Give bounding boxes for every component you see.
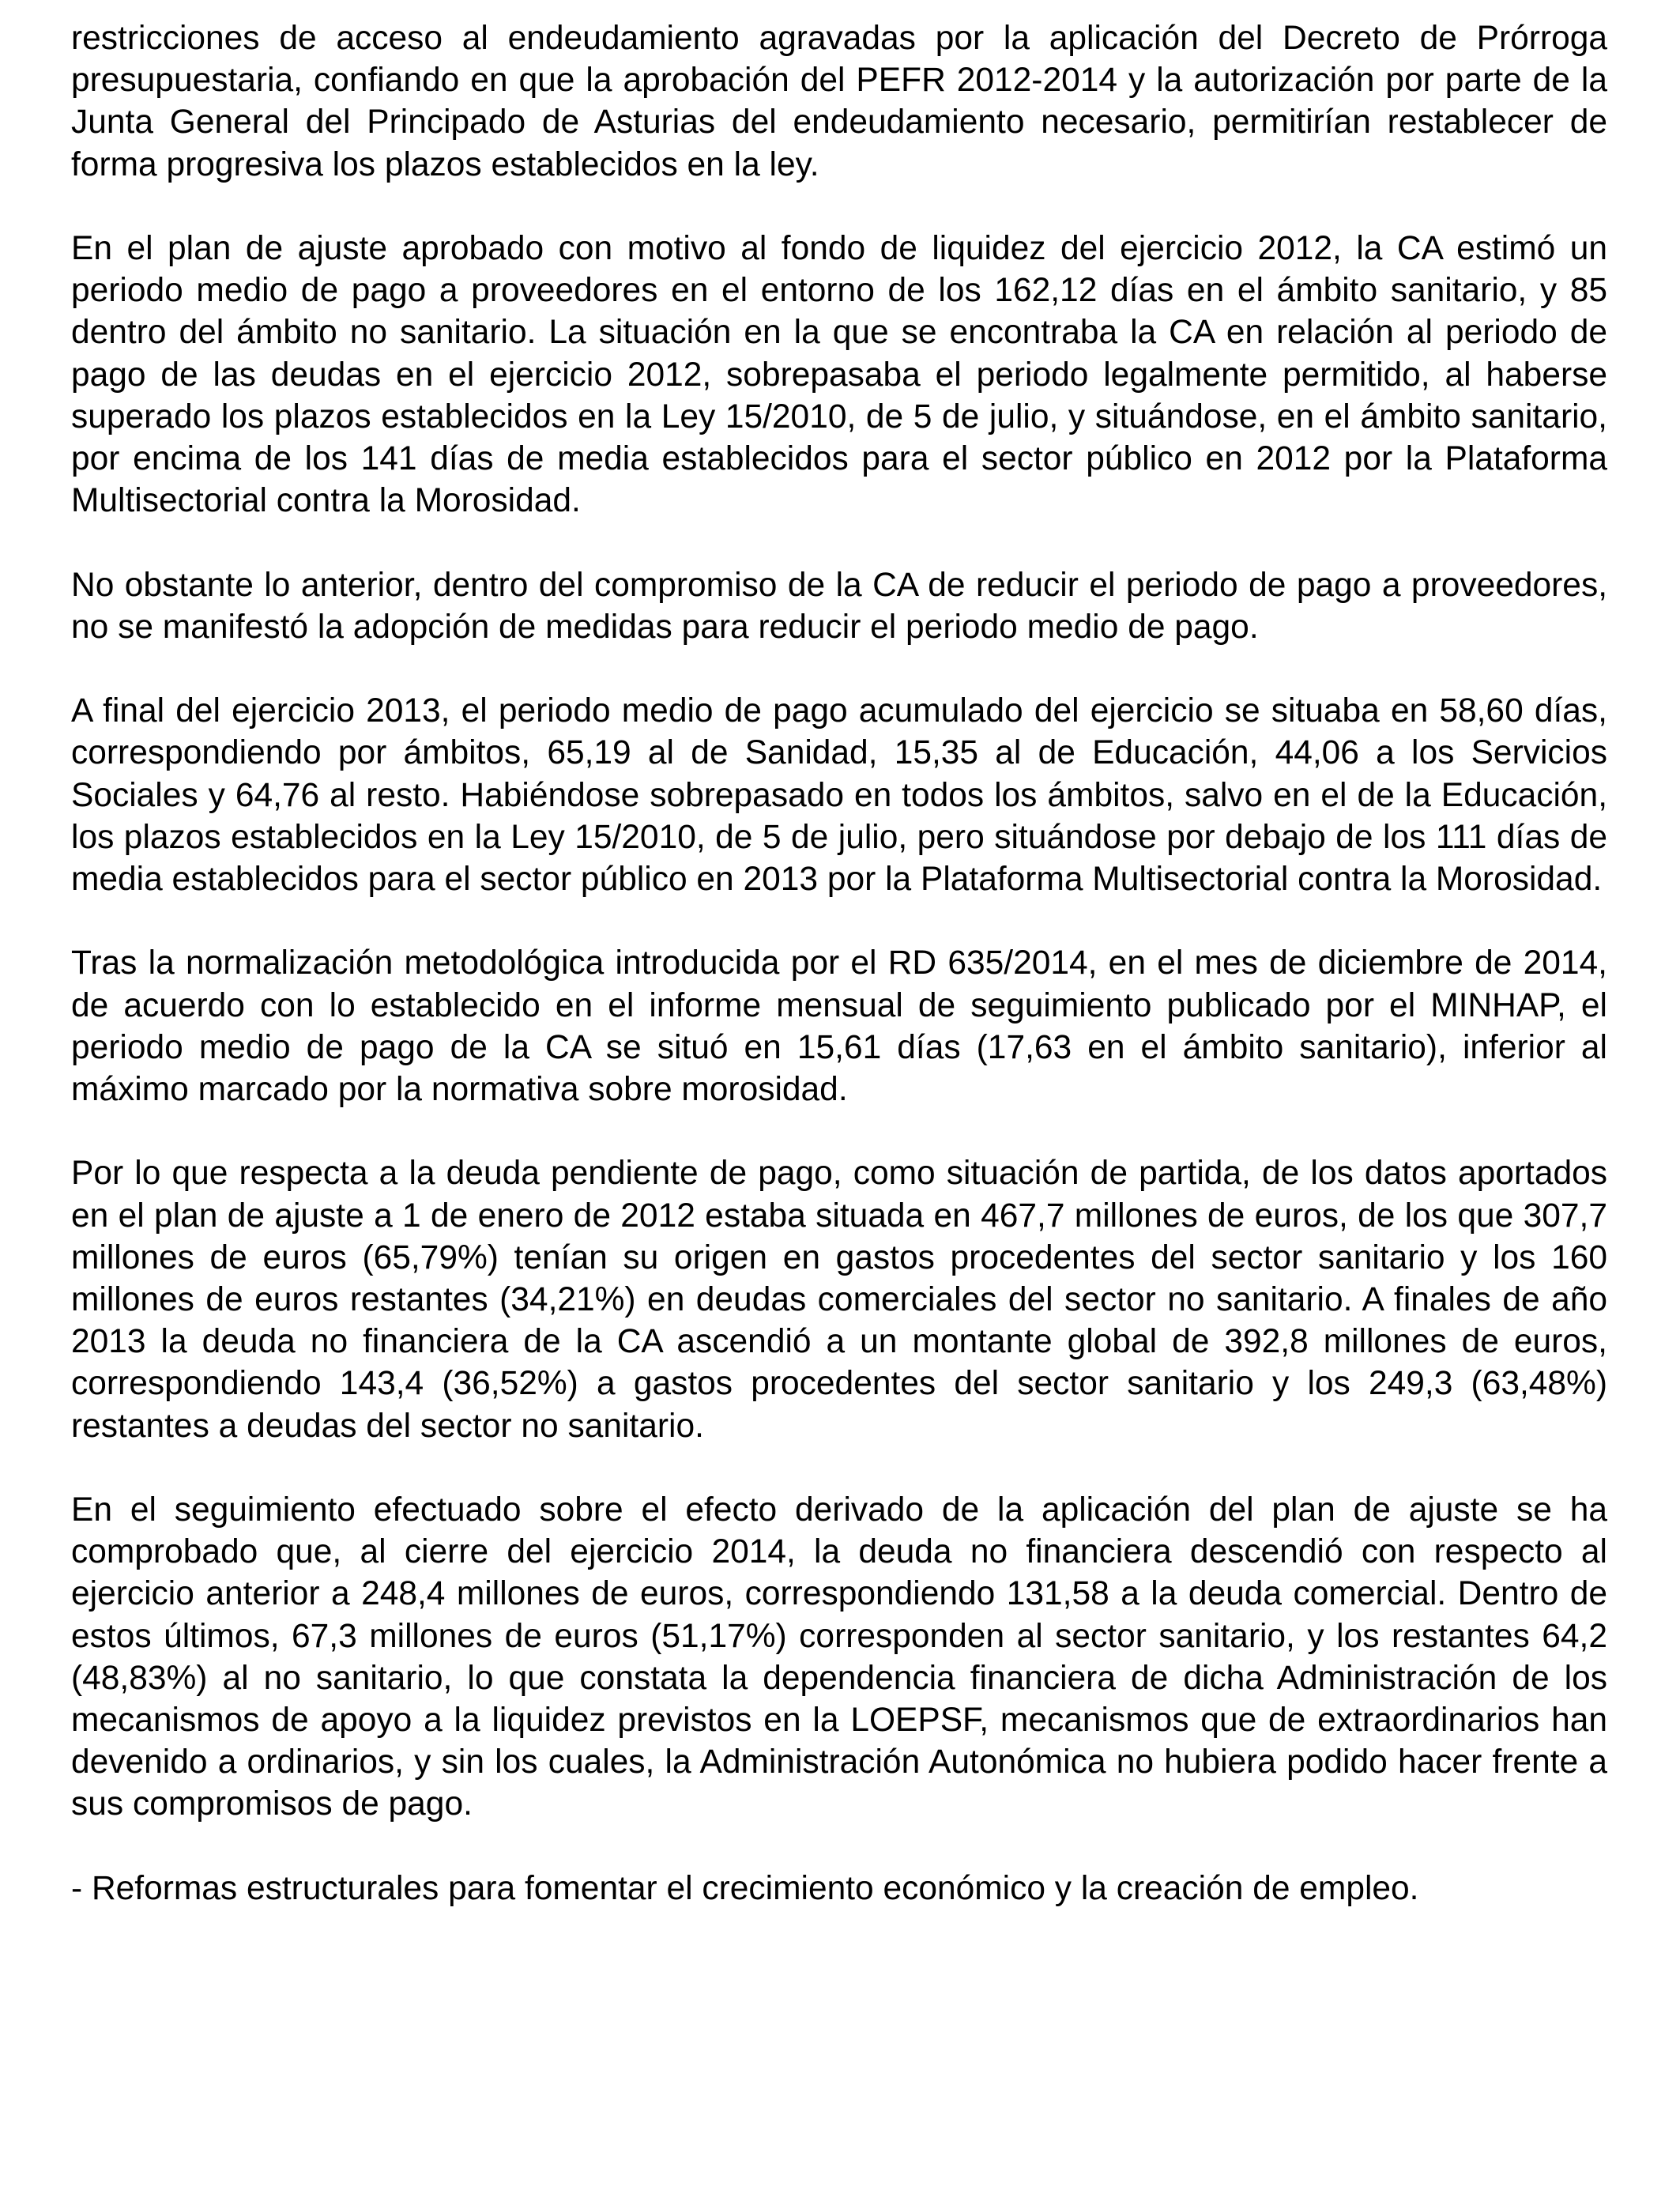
- document-page: [71, 17, 1607, 1909]
- paragraph-debt-restrictions: restricciones de acceso al endeudamiento agravadas por la aplicación del Decreto de Prórroga presupuestaria, confiando en que la aprobación del PEFR 2012-2014 y la autorización por parte de la Junta General del Principado de Asturias del endeudamiento necesario, permitirían restablecer de forma progresiva los plazos establecidos en la ley.: [71, 20, 1607, 183]
- paragraph-no-measures: No obstante lo anterior, dentro del compromiso de la CA de reducir el periodo de pago a proveedores, no se manifestó la adopción de medidas para reducir el periodo medio de pago.: [71, 566, 1607, 646]
- bullet-structural-reforms: - Reformas estructurales para fomentar el crecimiento económico y la creación de empleo.: [71, 1869, 1419, 1907]
- paragraph-methodology-2014: Tras la normalización metodológica introducida por el RD 635/2014, en el mes de diciembre de 2014, de acuerdo con lo establecido en el informe mensual de seguimiento publicado por el MINHAP, el periodo medio de pago de la CA se situó en 15,61 días (17,63 en el ámbito sanitario), inferior al máximo marcado por la normativa sobre morosidad.: [71, 944, 1607, 1109]
- paragraph-payment-period-2013: A final del ejercicio 2013, el periodo medio de pago acumulado del ejercicio se situaba en 58,60 días, correspondiendo por ámbitos, 65,19 al de Sanidad, 15,35 al de Educación, 44,06 a los Servicios Sociales y 64,76 al resto. Habiéndose sobrepasado en todos los ámbitos, salvo en el de la Educación, los plazos establecidos en la Ley 15/2010, de 5 de julio, pero situándose por debajo de los 111 días de media establecidos para el sector público en 2013 por la Plataforma Multisectorial contra la Morosidad.: [71, 692, 1607, 899]
- paragraph-adjustment-plan-2012: En el plan de ajuste aprobado con motivo al fondo de liquidez del ejercicio 2012, la CA estimó un periodo medio de pago a proveedores en el entorno de los 162,12 días en el ámbito sanitario, y 85 dentro del ámbito no sanitario. La situación en la que se encontraba la CA en relación al periodo de pago de las deudas en el ejercicio 2012, sobrepasaba el periodo legalmente permitido, al haberse superado los plazos establecidos en la Ley 15/2010, de 5 de julio, y situándose, en el ámbito sanitario, por encima de los 141 días de media establecidos para el sector público en 2012 por la Plataforma Multisectorial contra la Morosidad.: [71, 230, 1607, 520]
- paragraph-pending-debt: Por lo que respecta a la deuda pendiente de pago, como situación de partida, de los datos aportados en el plan de ajuste a 1 de enero de 2012 estaba situada en 467,7 millones de euros, de los que 307,7 millones de euros (65,79%) tenían su origen en gastos procedentes del sector sanitario y los 160 millones de euros restantes (34,21%) en deudas comerciales del sector no sanitario. A finales de año 2013 la deuda no financiera de la CA ascendió a un montante global de 392,8 millones de euros, correspondiendo 143,4 (36,52%) a gastos procedentes del sector sanitario y los 249,3 (63,48%) restantes a deudas del sector no sanitario.: [71, 1155, 1607, 1445]
- paragraph-follow-up-2014: En el seguimiento efectuado sobre el efecto derivado de la aplicación del plan de ajuste se ha comprobado que, al cierre del ejercicio 2014, la deuda no financiera descendió con respecto al ejercicio anterior a 248,4 millones de euros, correspondiendo 131,58 a la deuda comercial. Dentro de estos últimos, 67,3 millones de euros (51,17%) corresponden al sector sanitario, y los restantes 64,2 (48,83%) al no sanitario, lo que constata la dependencia financiera de dicha Administración de los mecanismos de apoyo a la liquidez previstos en la LOEPSF, mecanismos que de extraordinarios han devenido a ordinarios, y sin los cuales, la Administración Autonómica no hubiera podido hacer frente a sus compromisos de pago.: [71, 1491, 1607, 1823]
